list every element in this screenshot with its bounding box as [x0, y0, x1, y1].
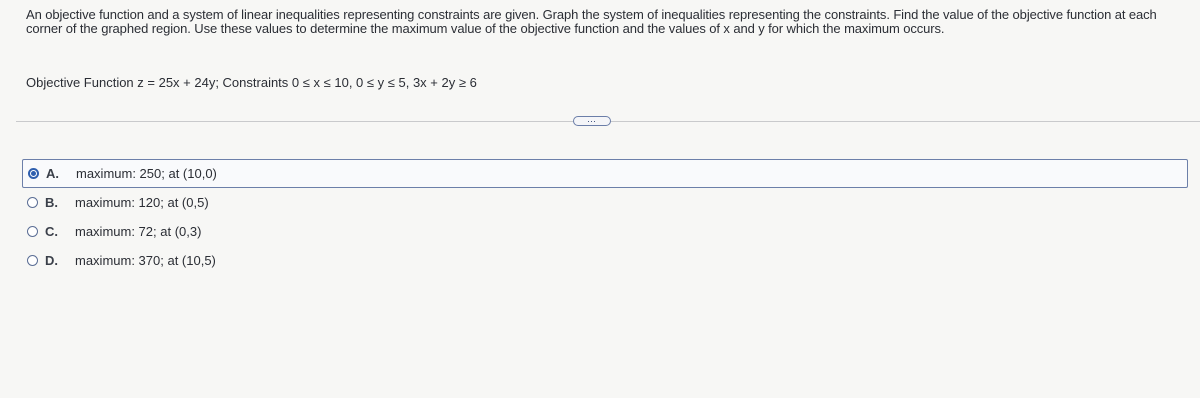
option-letter: C.	[45, 224, 58, 239]
option-letter: A.	[46, 166, 59, 181]
radio-icon[interactable]	[27, 226, 38, 237]
option-c[interactable]	[22, 217, 1188, 246]
radio-icon[interactable]	[27, 197, 38, 208]
option-d[interactable]	[22, 246, 1188, 275]
ellipsis-icon: ⋯	[587, 116, 597, 126]
option-text: maximum: 250; at (10,0)	[76, 166, 217, 181]
radio-selected-icon[interactable]	[28, 168, 39, 179]
radio-icon[interactable]	[27, 255, 38, 266]
option-text: maximum: 120; at (0,5)	[75, 195, 209, 210]
option-letter: D.	[45, 253, 58, 268]
option-letter: B.	[45, 195, 58, 210]
expand-more-button[interactable]	[573, 116, 611, 126]
answer-options	[22, 159, 1188, 275]
option-text: maximum: 370; at (10,5)	[75, 253, 216, 268]
option-a[interactable]	[22, 159, 1188, 188]
option-text: maximum: 72; at (0,3)	[75, 224, 202, 239]
question-prompt: An objective function and a system of linear inequalities representing constraints are given. Graph the system of inequalities representing the constraints. Find the value of the objective function at each corner of the graphed region. Use these values to determine the maximum value of the objective function and the values of x and y for which the maximum occurs.	[26, 7, 1157, 36]
option-b[interactable]	[22, 188, 1188, 217]
objective-function-text: Objective Function z = 25x + 24y; Constraints 0 ≤ x ≤ 10, 0 ≤ y ≤ 5, 3x + 2y ≥ 6	[26, 75, 477, 90]
